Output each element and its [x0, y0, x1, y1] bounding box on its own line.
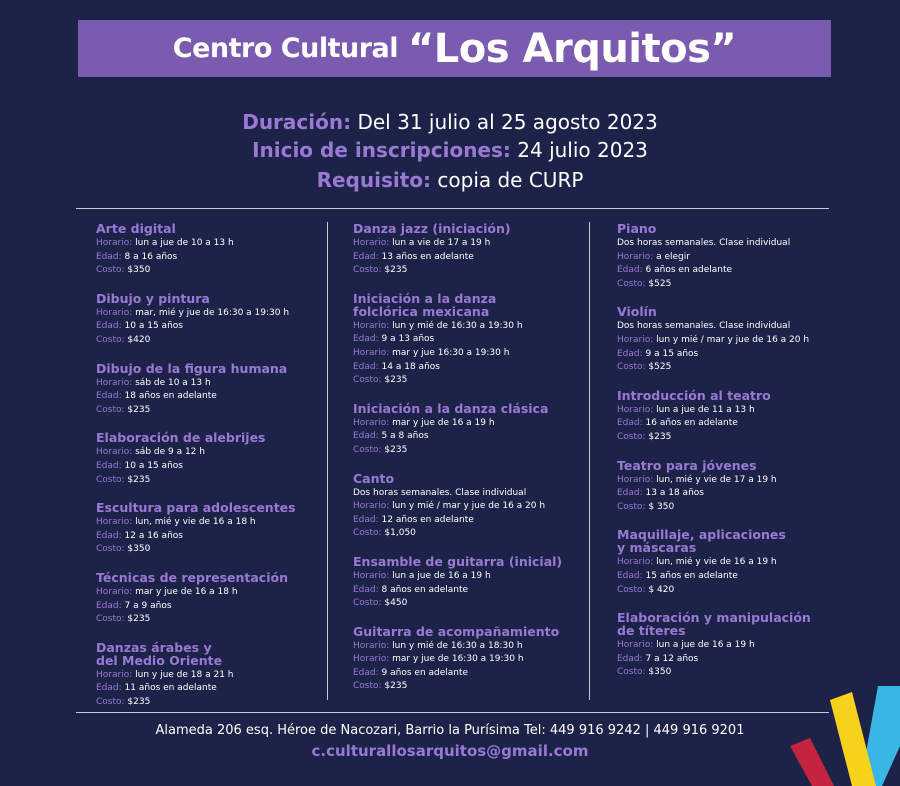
detail-value: 10 a 15 años — [124, 321, 183, 332]
detail-key: Costo: — [96, 614, 125, 625]
detail-value: mar y jue de 16:30 a 19:30 h — [392, 654, 524, 665]
detail-value: $525 — [648, 278, 672, 289]
detail-key: Horario: — [353, 654, 390, 665]
detail-key: Horario: — [353, 570, 390, 581]
detail-value: 8 años en adelante — [381, 584, 469, 595]
course-block — [96, 571, 321, 627]
detail-key: Costo: — [96, 265, 125, 276]
detail-key: Horario: — [353, 417, 390, 428]
detail-key: Horario: — [96, 377, 133, 388]
course-detail-line — [353, 444, 583, 458]
detail-value: 9 a 13 años — [381, 334, 435, 345]
course-detail-line — [96, 334, 321, 348]
course-detail-line — [617, 431, 832, 445]
detail-value: $235 — [384, 375, 408, 386]
course-detail-line — [617, 639, 832, 653]
course-title-line: Elaboración de alebrijes — [96, 430, 266, 446]
detail-value: mar y jue de 16 a 18 h — [135, 586, 238, 597]
course-detail-line — [96, 530, 321, 544]
course-title — [353, 555, 583, 568]
course-detail-line — [617, 251, 832, 265]
course-block — [617, 611, 832, 680]
course-title — [96, 431, 321, 444]
detail-key: Edad: — [617, 348, 643, 359]
detail-value: 6 años en adelante — [645, 265, 733, 276]
course-detail-line — [353, 374, 583, 388]
detail-value: lun y mié de 16:30 a 19:30 h — [392, 320, 523, 331]
course-detail-line — [96, 377, 321, 391]
detail-key: Costo: — [96, 474, 125, 485]
detail-value: lun, mié y vie de 16 a 18 h — [135, 517, 256, 528]
detail-value: lun y mié de 16:30 a 18:30 h — [392, 640, 523, 651]
course-column-1 — [96, 222, 321, 723]
title-name: “Los Arquitos” — [408, 25, 737, 72]
detail-key: Edad: — [96, 391, 122, 402]
course-detail-line — [353, 264, 583, 278]
course-title-line: Técnicas de representación — [96, 569, 288, 585]
detail-key: Edad: — [353, 361, 379, 372]
detail-key: Edad: — [353, 431, 379, 442]
course-title — [617, 305, 832, 318]
course-title-line: Dibujo y pintura — [96, 290, 210, 306]
detail-value: lun a jue de 16 a 19 h — [656, 640, 755, 651]
course-detail-line — [96, 307, 321, 321]
detail-value: 18 años en adelante — [124, 391, 217, 402]
detail-key: Costo: — [353, 265, 382, 276]
detail-key: Edad: — [617, 653, 643, 664]
detail-value: 7 a 9 años — [124, 600, 172, 611]
detail-value: 13 a 18 años — [645, 488, 704, 499]
detail-value: a elegir — [656, 251, 690, 262]
course-detail-line — [617, 334, 832, 348]
course-title-line: Ensamble de guitarra (inicial) — [353, 553, 563, 569]
course-title-line: Introducción al teatro — [617, 387, 771, 403]
course-detail-line — [353, 584, 583, 598]
course-detail-line — [96, 613, 321, 627]
detail-key: Horario: — [353, 640, 390, 651]
duration-value: Del 31 julio al 25 agosto 2023 — [357, 110, 658, 134]
course-block — [353, 472, 583, 541]
course-detail-line — [617, 237, 832, 251]
course-title-line: Guitarra de acompañamiento — [353, 623, 560, 639]
course-detail-line — [617, 264, 832, 278]
detail-value: $420 — [127, 334, 151, 345]
course-detail-line — [617, 361, 832, 375]
course-block — [96, 362, 321, 418]
course-title — [353, 292, 583, 318]
detail-value: $235 — [127, 404, 151, 415]
detail-value: lun, mié y vie de 17 a 19 h — [656, 474, 777, 485]
detail-key: Costo: — [96, 696, 125, 707]
course-detail-line — [353, 320, 583, 334]
column-divider-2 — [589, 222, 590, 700]
detail-key: Horario: — [617, 404, 654, 415]
detail-value: lun y mié / mar y jue de 16 a 20 h — [392, 501, 546, 512]
course-title-line: Danzas árabes y — [96, 639, 212, 655]
course-block — [353, 222, 583, 278]
course-detail-line — [617, 570, 832, 584]
course-detail-line — [617, 487, 832, 501]
detail-key: Costo: — [96, 404, 125, 415]
course-title-line: de títeres — [617, 623, 686, 639]
detail-key: Horario: — [96, 669, 133, 680]
course-detail-line — [617, 320, 832, 334]
course-detail-line — [617, 584, 832, 598]
detail-value: $235 — [648, 431, 672, 442]
course-detail-line — [96, 586, 321, 600]
detail-key: Edad: — [353, 334, 379, 345]
detail-key: Horario: — [96, 586, 133, 597]
detail-value: 7 a 12 años — [645, 653, 699, 664]
course-column-2 — [353, 222, 583, 708]
duration-label: Duración: — [242, 110, 352, 134]
course-block — [353, 402, 583, 458]
detail-key: Edad: — [96, 600, 122, 611]
detail-key: Edad: — [96, 530, 122, 541]
detail-value: 9 años en adelante — [381, 667, 469, 678]
detail-key: Edad: — [96, 251, 122, 262]
course-detail-line — [617, 666, 832, 680]
detail-key: Edad: — [353, 514, 379, 525]
course-detail-line — [96, 320, 321, 334]
detail-value: 9 a 15 años — [645, 348, 699, 359]
detail-key: Costo: — [617, 362, 646, 373]
detail-value: 10 a 15 años — [124, 460, 183, 471]
detail-key: Horario: — [617, 251, 654, 262]
title-banner — [78, 20, 831, 77]
course-title — [353, 472, 583, 485]
detail-value: lun y jue de 18 a 21 h — [135, 669, 234, 680]
course-block — [96, 292, 321, 348]
detail-value: $450 — [384, 598, 408, 609]
course-detail-line — [96, 251, 321, 265]
course-detail-line — [353, 680, 583, 694]
course-detail-line — [96, 237, 321, 251]
course-block — [353, 555, 583, 611]
course-column-3 — [617, 222, 832, 694]
course-block — [96, 501, 321, 557]
detail-value: 12 años en adelante — [381, 514, 474, 525]
detail-value: mar y jue de 16 a 19 h — [392, 417, 495, 428]
course-block — [96, 222, 321, 278]
detail-value: $350 — [648, 667, 672, 678]
title-prefix: Centro Cultural — [172, 33, 399, 64]
detail-value: 5 a 8 años — [381, 431, 429, 442]
course-detail-line — [96, 390, 321, 404]
detail-key: Horario: — [617, 557, 654, 568]
course-block — [617, 459, 832, 515]
detail-key: Horario: — [353, 501, 390, 512]
detail-key: Horario: — [617, 640, 654, 651]
course-title — [96, 501, 321, 514]
course-title — [617, 389, 832, 402]
detail-key: Horario: — [96, 307, 133, 318]
course-detail-line — [96, 474, 321, 488]
decorative-stripes — [790, 686, 900, 786]
course-title-line: Canto — [353, 470, 395, 486]
detail-key: Edad: — [96, 321, 122, 332]
course-title — [353, 402, 583, 415]
course-title-line: Dibujo de la figura humana — [96, 360, 288, 376]
detail-value: $ 420 — [648, 584, 675, 595]
bottom-divider — [76, 712, 829, 713]
detail-key: Horario: — [96, 517, 133, 528]
deco-red-stripe — [790, 738, 834, 786]
course-title — [96, 571, 321, 584]
footer-email[interactable]: c.culturallosarquitos@gmail.com — [311, 742, 589, 760]
registration-label: Inicio de inscripciones: — [252, 138, 511, 162]
course-title-line: Arte digital — [96, 221, 176, 236]
course-title-line: Maquillaje, aplicaciones — [617, 527, 786, 543]
detail-key: Horario: — [353, 320, 390, 331]
top-divider — [76, 208, 829, 209]
detail-value: lun y mié / mar y jue de 16 a 20 h — [656, 334, 810, 345]
detail-value: 15 años en adelante — [645, 570, 738, 581]
detail-value: 12 a 16 años — [124, 530, 183, 541]
course-block — [353, 625, 583, 694]
course-block — [96, 431, 321, 487]
course-title-line: Escultura para adolescentes — [96, 500, 296, 516]
course-title — [96, 641, 321, 667]
detail-key: Costo: — [617, 584, 646, 595]
detail-value: $525 — [648, 362, 672, 373]
course-detail-line — [353, 667, 583, 681]
course-detail-line — [96, 682, 321, 696]
detail-key: Costo: — [353, 598, 382, 609]
detail-value: 14 a 18 años — [381, 361, 440, 372]
course-detail-line — [353, 514, 583, 528]
detail-value: Dos horas semanales. Clase individual — [617, 321, 791, 332]
course-title-line: y máscaras — [617, 540, 697, 556]
course-detail-line — [353, 640, 583, 654]
course-detail-line — [617, 278, 832, 292]
registration-value: 24 julio 2023 — [517, 138, 648, 162]
course-title — [96, 292, 321, 305]
detail-key: Edad: — [353, 584, 379, 595]
detail-key: Costo: — [617, 431, 646, 442]
course-title-line: Teatro para jóvenes — [617, 457, 757, 473]
course-detail-line — [617, 501, 832, 515]
detail-key: Costo: — [617, 501, 646, 512]
detail-key: Edad: — [617, 418, 643, 429]
course-title-line: Violín — [617, 304, 657, 320]
requirement-label: Requisito: — [316, 168, 432, 192]
course-title — [617, 611, 832, 637]
course-detail-line — [617, 474, 832, 488]
course-title — [353, 625, 583, 638]
duration-line — [0, 110, 900, 134]
detail-key: Costo: — [353, 681, 382, 692]
detail-value: Dos horas semanales. Clase individual — [353, 487, 527, 498]
detail-key: Edad: — [617, 570, 643, 581]
detail-value: lun a jue de 16 a 19 h — [392, 570, 491, 581]
course-detail-line — [353, 237, 583, 251]
detail-value: mar, mié y jue de 16:30 a 19:30 h — [135, 307, 290, 318]
course-detail-line — [353, 430, 583, 444]
course-detail-line — [353, 251, 583, 265]
detail-key: Costo: — [353, 528, 382, 539]
detail-value: $235 — [127, 614, 151, 625]
detail-value: $ 350 — [648, 501, 675, 512]
course-title — [353, 222, 583, 235]
course-detail-line — [353, 361, 583, 375]
course-detail-line — [96, 446, 321, 460]
detail-key: Horario: — [353, 347, 390, 358]
detail-value: lun a jue de 10 a 13 h — [135, 238, 234, 248]
course-detail-line — [353, 527, 583, 541]
course-detail-line — [617, 417, 832, 431]
detail-key: Costo: — [96, 544, 125, 555]
detail-key: Horario: — [353, 238, 390, 248]
course-title — [617, 222, 832, 235]
detail-value: $235 — [127, 474, 151, 485]
course-title-line: Piano — [617, 221, 657, 236]
course-title — [96, 362, 321, 375]
course-detail-line — [617, 653, 832, 667]
course-detail-line — [96, 264, 321, 278]
detail-key: Edad: — [96, 683, 122, 694]
detail-value: mar y jue 16:30 a 19:30 h — [392, 347, 510, 358]
column-divider-1 — [327, 222, 328, 700]
course-detail-line — [96, 460, 321, 474]
course-block — [617, 528, 832, 597]
course-detail-line — [353, 597, 583, 611]
detail-key: Edad: — [96, 460, 122, 471]
course-title — [96, 222, 321, 235]
course-detail-line — [353, 570, 583, 584]
detail-value: 11 años en adelante — [124, 683, 217, 694]
detail-value: $235 — [384, 681, 408, 692]
detail-key: Costo: — [617, 278, 646, 289]
course-title-line: Iniciación a la danza — [353, 290, 497, 306]
detail-value: sáb de 9 a 12 h — [135, 447, 205, 458]
detail-key: Edad: — [353, 667, 379, 678]
course-block — [353, 292, 583, 388]
detail-value: lun a jue de 11 a 13 h — [656, 404, 755, 415]
detail-key: Edad: — [617, 488, 643, 499]
course-block — [617, 305, 832, 374]
course-detail-line — [353, 500, 583, 514]
detail-key: Horario: — [96, 447, 133, 458]
course-title — [617, 528, 832, 554]
detail-key: Horario: — [96, 238, 133, 248]
course-title-line: Elaboración y manipulación — [617, 610, 811, 626]
course-detail-line — [617, 556, 832, 570]
course-title-line: folclórica mexicana — [353, 303, 490, 319]
detail-value: lun a vie de 17 a 19 h — [392, 238, 491, 248]
detail-key: Horario: — [617, 334, 654, 345]
course-title-line: del Medio Oriente — [96, 652, 223, 668]
footer-address: Alameda 206 esq. Héroe de Nacozari, Barrio la Purísima Tel: 449 916 9242 | 449 916 9201 — [155, 723, 745, 738]
detail-key: Edad: — [353, 251, 379, 262]
course-detail-line — [353, 417, 583, 431]
detail-key: Costo: — [96, 334, 125, 345]
detail-key: Horario: — [617, 474, 654, 485]
course-detail-line — [353, 347, 583, 361]
detail-value: $235 — [384, 444, 408, 455]
course-detail-line — [617, 404, 832, 418]
course-block — [96, 641, 321, 710]
detail-value: 16 años en adelante — [645, 418, 738, 429]
course-title-line: Danza jazz (iniciación) — [353, 221, 511, 236]
registration-line — [0, 138, 900, 162]
course-title — [617, 459, 832, 472]
course-detail-line — [96, 669, 321, 683]
detail-value: Dos horas semanales. Clase individual — [617, 238, 791, 248]
detail-value: $235 — [127, 696, 151, 707]
detail-value: $1,050 — [384, 528, 416, 539]
course-title-line: Iniciación a la danza clásica — [353, 400, 549, 416]
detail-value: $350 — [127, 265, 151, 276]
course-block — [617, 222, 832, 291]
course-block — [617, 389, 832, 445]
detail-key: Costo: — [353, 375, 382, 386]
requirement-value: copia de CURP — [437, 168, 584, 192]
detail-value: $235 — [384, 265, 408, 276]
course-detail-line — [617, 348, 832, 362]
course-detail-line — [96, 696, 321, 710]
detail-value: 13 años en adelante — [381, 251, 474, 262]
course-detail-line — [96, 404, 321, 418]
detail-key: Costo: — [617, 667, 646, 678]
detail-key: Costo: — [353, 444, 382, 455]
detail-value: $350 — [127, 544, 151, 555]
detail-value: sáb de 10 a 13 h — [135, 377, 211, 388]
course-detail-line — [96, 543, 321, 557]
detail-value: 8 a 16 años — [124, 251, 178, 262]
requirement-line — [0, 168, 900, 192]
detail-value: lun, mié y vie de 16 a 19 h — [656, 557, 777, 568]
detail-key: Edad: — [617, 265, 643, 276]
course-detail-line — [353, 653, 583, 667]
course-detail-line — [96, 600, 321, 614]
course-detail-line — [96, 516, 321, 530]
course-detail-line — [353, 487, 583, 501]
course-detail-line — [353, 333, 583, 347]
